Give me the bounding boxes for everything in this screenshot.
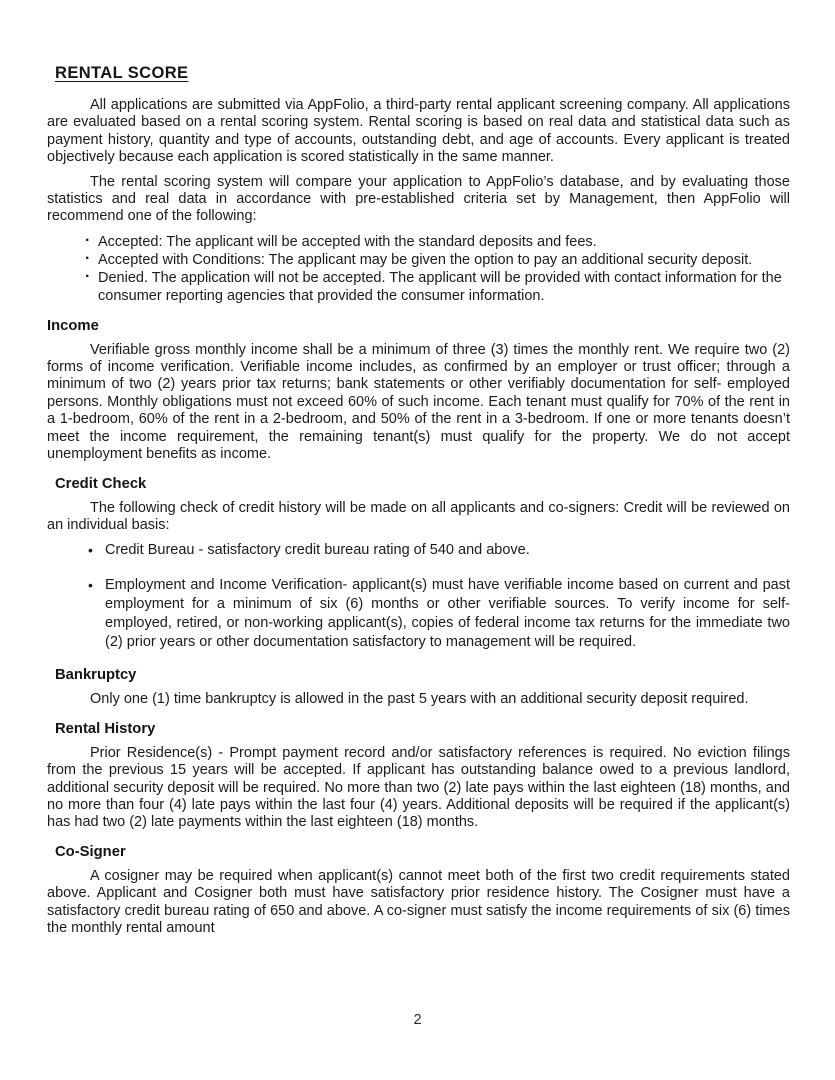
section-credit-check [47, 476, 790, 653]
intro-paragraph-2: The rental scoring system will compare your application to AppFolio’s database, and by evaluating those statistics and real data in accordance with pre-established criteria set by Management, then AppFolio will recommend one of the following: [47, 173, 790, 225]
list-item: · Accepted: The applicant will be accepted with the standard deposits and fees. [85, 233, 790, 251]
paragraph: A cosigner may be required when applicant(s) cannot meet both of the first two credit requirements stated above. Applicant and Cosigner both must have satisfactory prior residence history. The Cosigner must have a satisfactory credit bureau rating of 650 and above. A co-signer must satisfy the income requirements of six (6) times the monthly rental amount [47, 867, 790, 936]
list-item: · Accepted with Conditions: The applicant may be given the option to pay an additional security deposit. [85, 251, 790, 269]
paragraph: Verifiable gross monthly income shall be a minimum of three (3) times the monthly rent. We require two (2) forms of income verification. Verifiable income includes, as confirmed by an employer or trust officer; through a minimum of two (2) years prior tax returns; bank statements or other verifiably documentation for self- employed persons. Monthly obligations must not exceed 60% of such income. Each tenant must qualify for 70% of the rent in a 1-bedroom, 60% of the rent in a 2-bedroom, and 50% of the rent in a 3-bedroom. If one or more tenants doesn’t meet the income requirement, the remaining tenant(s) must qualify for the property. We do not accept unemployment benefits as income. [47, 341, 790, 463]
section-heading-co-signer: Co-Signer [55, 843, 126, 860]
section-co-signer [47, 844, 790, 938]
section-heading-bankruptcy: Bankruptcy [55, 667, 137, 684]
list-item: · Denied. The application will not be accepted. The applicant will be provided with contact information for the consumer reporting agencies that provided the consumer information. [85, 269, 790, 305]
list-item: • Credit Bureau - satisfactory credit bureau rating of 540 and above. [88, 541, 790, 560]
paragraph: Only one (1) time bankruptcy is allowed in the past 5 years with an additional security deposit required. [90, 691, 749, 708]
section-heading-rental-history: Rental History [55, 720, 156, 737]
paragraph: Prior Residence(s) - Prompt payment record and/or satisfactory references is required. No eviction filings from the previous 15 years will be accepted. If applicant has outstanding balance owed to a previous landlord, additional security deposit will be required. No more than two (2) late pays within the last eighteen (18) months, and no more than four (4) late pays within the last four (4) years. Additional deposits will be required if the applicant(s) has had two (2) late payments within the last eighteen (18) months. [47, 744, 790, 831]
intro-paragraph-1: All applications are submitted via AppFolio, a third-party rental applicant screening company. All applications are evaluated based on a rental scoring system. Rental scoring is based on real data and statistical data such as payment history, quantity and type of accounts, outstanding debt, and age of accounts. Every applicant is treated objectively because each application is scored statistically in the same manner. [47, 97, 790, 166]
credit-check-bullet-list [47, 541, 790, 652]
document-title: RENTAL SCORE [55, 64, 189, 82]
section-bankruptcy [47, 667, 790, 708]
section-rental-history [47, 721, 790, 832]
page-number: 2 [413, 1012, 422, 1028]
section-heading-income: Income [47, 317, 99, 334]
section-income [47, 318, 790, 464]
list-item: • Employment and Income Verification- applicant(s) must have verifiable income based on current and past employment for a minimum of six (6) months or other verifiable sources. To verify income for self-employed, retired, or non-working applicant(s), copies of federal income tax returns for the immediate two (2) prior years or other documentation satisfactory to management will be required. [88, 576, 790, 653]
paragraph: The following check of credit history will be made on all applicants and co-signers: Credit will be reviewed on an individual basis: [47, 499, 790, 533]
recommendation-bullet-list [47, 233, 790, 306]
section-heading-credit-check: Credit Check [55, 475, 147, 492]
